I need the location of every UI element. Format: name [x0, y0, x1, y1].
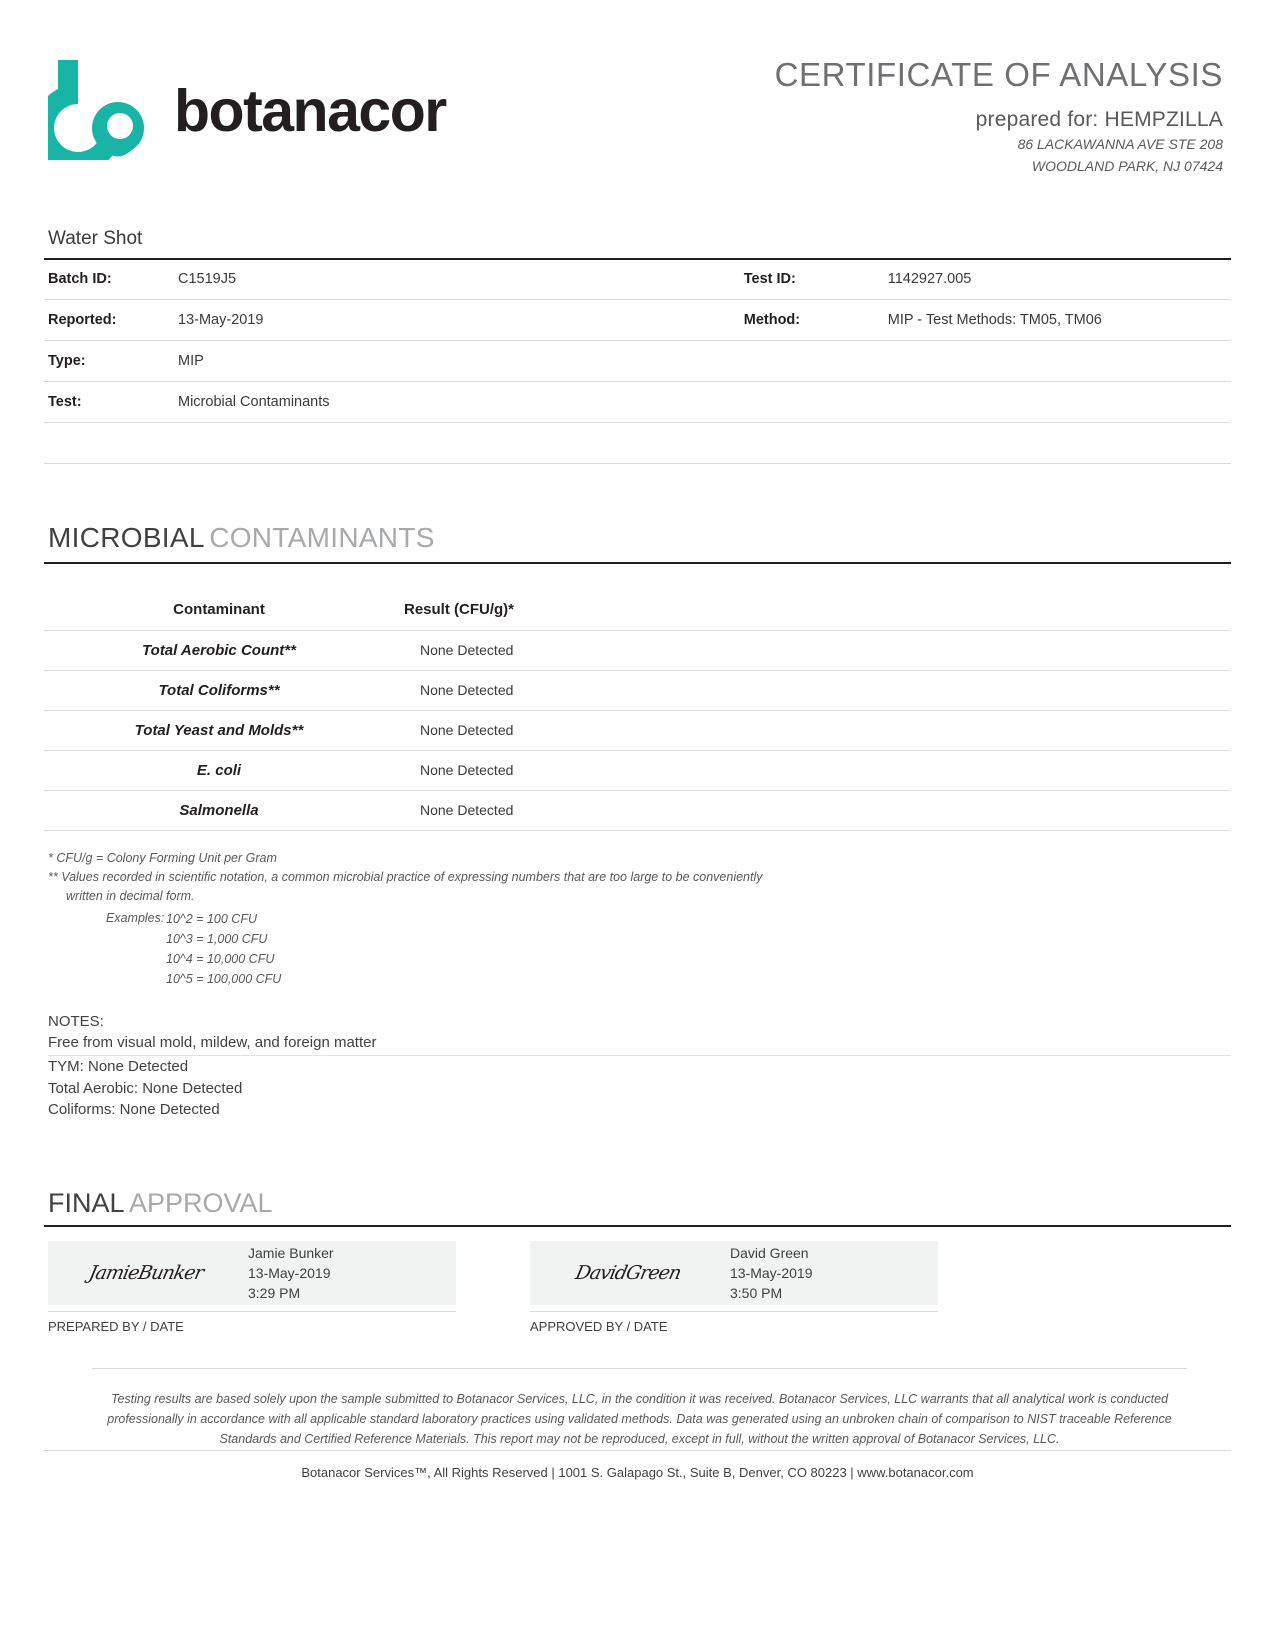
table-row	[44, 300, 1231, 341]
approval-heading-light: APPROVAL	[128, 1188, 273, 1219]
empty-cell	[884, 423, 1231, 464]
contaminant-result: None Detected	[394, 790, 1231, 830]
method-label: Method:	[744, 300, 884, 341]
microbial-section-heading	[44, 522, 1231, 564]
empty-cell	[44, 423, 174, 464]
table-row	[44, 630, 1231, 670]
client-address-line-1: 86 LACKAWANNA AVE STE 208	[1017, 135, 1223, 152]
footnotes	[44, 849, 1231, 989]
table-row	[44, 382, 1231, 423]
method-value: MIP - Test Methods: TM05, TM06	[884, 300, 1231, 341]
table-row	[44, 750, 1231, 790]
contaminant-result: None Detected	[394, 750, 1231, 790]
approved-by-block	[530, 1241, 938, 1334]
table-row	[44, 341, 1231, 382]
table-row	[44, 670, 1231, 710]
list-item: 10^2 = 100 CFU	[166, 911, 257, 926]
list-item: 10^5 = 100,000 CFU	[166, 971, 282, 986]
table-header-row	[44, 590, 1231, 630]
table-spacer-row	[44, 423, 1231, 464]
list-item: 10^4 = 10,000 CFU	[166, 951, 275, 966]
examples-list	[166, 909, 281, 989]
page-title: CERTIFICATE OF ANALYSIS	[774, 56, 1223, 93]
microbial-heading-light: CONTAMINANTS	[209, 522, 435, 554]
notes-line: TYM: None Detected	[48, 1058, 189, 1076]
prepared-by-date: 13-May-2019	[248, 1265, 331, 1282]
test-label: Test:	[44, 382, 174, 423]
examples-label: Examples:	[106, 910, 165, 925]
empty-cell	[744, 382, 884, 423]
approved-by-time: 3:50 PM	[730, 1285, 783, 1302]
sample-name: Water Shot	[48, 227, 143, 249]
table-row	[44, 259, 1231, 300]
prepared-by-block	[48, 1241, 456, 1334]
approved-by-date: 13-May-2019	[730, 1265, 813, 1282]
empty-cell	[744, 423, 884, 464]
prepared-by-meta	[244, 1243, 334, 1304]
test-id-value: 1142927.005	[884, 259, 1231, 300]
reported-value: 13-May-2019	[174, 300, 744, 341]
prepared-by-time: 3:29 PM	[248, 1285, 301, 1302]
approved-by-signature-box	[530, 1241, 938, 1305]
footnote-scientific-notation: ** Values recorded in scientific notation, a common microbial practice of expressing numbers that are too large to be conveniently	[48, 870, 763, 885]
test-value: Microbial Contaminants	[174, 382, 744, 423]
header-meta	[775, 56, 1231, 176]
table-row	[44, 710, 1231, 750]
test-id-label: Test ID:	[744, 259, 884, 300]
contaminant-name: Total Aerobic Count**	[44, 630, 394, 670]
notes-line: Coliforms: None Detected	[48, 1101, 220, 1119]
prepared-by-name: Jamie Bunker	[248, 1244, 334, 1261]
disclaimer-text: Testing results are based solely upon the sample submitted to Botanacor Services, LLC, in the condition it was received. Botanacor Services, LLC warrants that all analytical work is conducted professionally in accordance with all applicable standard laboratory practices using validated methods. Data was generated using an unbroken chain of comparison to NIST traceable Reference Standards and Certified Reference Materials. This report may not be reproduced, except in full, without the written approval of Botanacor Services, LLC.	[92, 1368, 1187, 1449]
sample-info-table	[44, 258, 1231, 465]
client-address-line-2: WOODLAND PARK, NJ 07424	[1031, 157, 1223, 174]
empty-cell	[174, 423, 744, 464]
contaminant-result: None Detected	[394, 710, 1231, 750]
page-header	[44, 48, 1231, 176]
brand-lockup	[44, 56, 446, 160]
microbial-heading-bold: MICROBIAL	[48, 522, 205, 554]
column-header-contaminant: Contaminant	[44, 590, 394, 630]
reported-label: Reported:	[44, 300, 174, 341]
contaminant-name: E. coli	[44, 750, 394, 790]
brand-wordmark: botanacor	[174, 77, 446, 144]
type-value: MIP	[174, 341, 744, 382]
approved-by-name: David Green	[730, 1244, 809, 1261]
contaminant-name: Salmonella	[44, 790, 394, 830]
approved-by-caption: APPROVED BY / DATE	[530, 1311, 938, 1334]
list-item: 10^3 = 1,000 CFU	[166, 931, 268, 946]
prepared-by-signature-box	[48, 1241, 456, 1305]
signature-image-approved: DavidGreen	[573, 1262, 683, 1285]
approval-heading-bold: FINAL	[48, 1188, 125, 1219]
contaminant-name: Total Coliforms**	[44, 670, 394, 710]
signature-row	[44, 1241, 1231, 1334]
empty-cell	[884, 341, 1231, 382]
page-footer: Botanacor Services™, All Rights Reserved | 1001 S. Galapago St., Suite B, Denver, CO 80223 | www.botanacor.com	[44, 1450, 1231, 1480]
empty-cell	[884, 382, 1231, 423]
prepared-for: prepared for: HEMPZILLA	[975, 107, 1223, 131]
microbial-results-table	[44, 590, 1231, 831]
footnote-cfu: * CFU/g = Colony Forming Unit per Gram	[48, 850, 277, 865]
footnote-scientific-notation-cont: written in decimal form.	[66, 889, 195, 904]
contaminant-name: Total Yeast and Molds**	[44, 710, 394, 750]
batch-id-value: C1519J5	[174, 259, 744, 300]
contaminant-result: None Detected	[394, 630, 1231, 670]
signature-image-prepared: JamieBunker	[86, 1262, 206, 1285]
prepared-by-caption: PREPARED BY / DATE	[48, 1311, 456, 1334]
botanacor-b-logo	[48, 56, 152, 160]
approved-by-meta	[726, 1243, 813, 1304]
notes-line: Total Aerobic: None Detected	[48, 1079, 243, 1097]
empty-cell	[744, 341, 884, 382]
final-approval-heading	[44, 1188, 1231, 1227]
notes-section	[44, 1011, 1231, 1120]
column-header-result: Result (CFU/g)*	[394, 590, 1231, 630]
table-row	[44, 790, 1231, 830]
type-label: Type:	[44, 341, 174, 382]
notes-line: Free from visual mold, mildew, and foreign matter	[48, 1032, 1231, 1056]
contaminant-result: None Detected	[394, 670, 1231, 710]
notes-title: NOTES:	[48, 1012, 104, 1030]
footnote-examples	[48, 909, 1231, 989]
batch-id-label: Batch ID:	[44, 259, 174, 300]
